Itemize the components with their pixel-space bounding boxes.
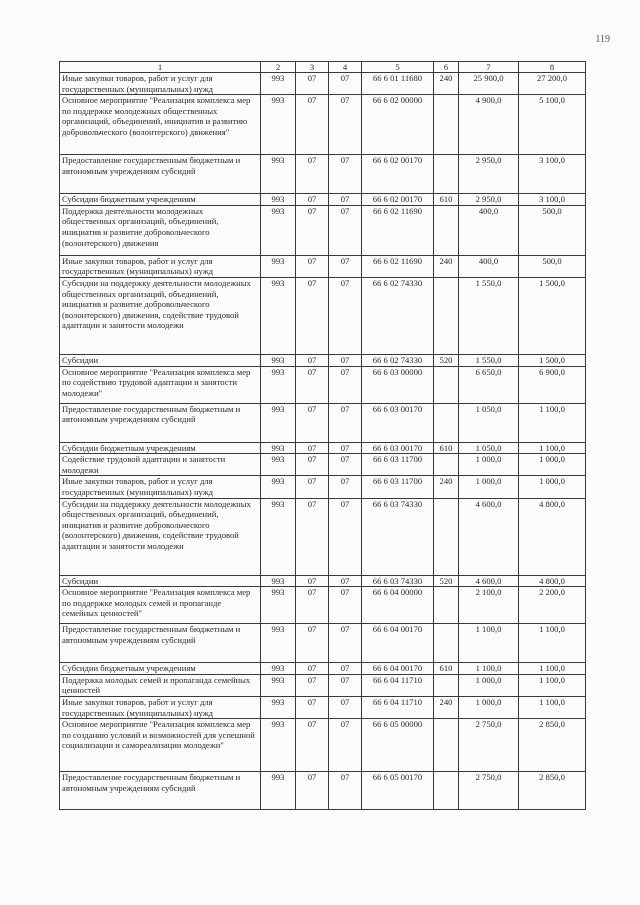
table-body: [60, 73, 586, 810]
cell-target-article: 66 6 04 11710: [362, 674, 434, 696]
cell-section-code: 07: [296, 575, 329, 587]
cell-amount-year1: 1 050,0: [459, 442, 519, 454]
cell-amount-year1: 2 950,0: [459, 194, 519, 206]
cell-row-name: Предоставление государственным бюджетным и автономным учреждениям субсидий: [60, 624, 261, 663]
cell-section-code: 07: [296, 73, 329, 95]
cell-amount-year1: 400,0: [459, 255, 519, 277]
cell-target-article: 66 6 02 11690: [362, 205, 434, 255]
cell-amount-year1: 1 000,0: [459, 476, 519, 498]
cell-amount-year1: 1 100,0: [459, 663, 519, 675]
cell-amount-year2: 4 800,0: [519, 498, 586, 575]
cell-section-code: 07: [296, 155, 329, 194]
cell-row-name: Субсидии бюджетным учреждениям: [60, 194, 261, 206]
table-row: [60, 277, 586, 354]
cell-amount-year2: 1 100,0: [519, 663, 586, 675]
table-row: [60, 575, 586, 587]
cell-amount-year2: 3 100,0: [519, 155, 586, 194]
cell-admin-code: 993: [261, 719, 296, 772]
cell-target-article: 66 6 03 74330: [362, 575, 434, 587]
cell-target-article: 66 6 03 11700: [362, 454, 434, 476]
table-row: [60, 155, 586, 194]
cell-row-name: Иные закупки товаров, работ и услуг для государственных (муниципальных) нужд: [60, 73, 261, 95]
cell-row-name: Предоставление государственным бюджетным и автономным учреждениям субсидий: [60, 155, 261, 194]
cell-amount-year1: 2 750,0: [459, 719, 519, 772]
cell-subsection-code: 07: [329, 575, 362, 587]
cell-section-code: 07: [296, 476, 329, 498]
cell-amount-year1: 4 600,0: [459, 575, 519, 587]
cell-target-article: 66 6 05 00000: [362, 719, 434, 772]
cell-amount-year1: 2 100,0: [459, 587, 519, 624]
cell-target-article: 66 6 01 11680: [362, 73, 434, 95]
table-header-row: [60, 62, 586, 73]
cell-subsection-code: 07: [329, 587, 362, 624]
cell-expense-type: 520: [434, 575, 459, 587]
cell-section-code: 07: [296, 674, 329, 696]
cell-admin-code: 993: [261, 255, 296, 277]
cell-expense-type: [434, 366, 459, 403]
table-row: [60, 403, 586, 442]
cell-row-name: Основное мероприятие "Реализация комплекса мер по поддержке молодых семей и пропаганде семейных ценностей": [60, 587, 261, 624]
cell-subsection-code: 07: [329, 277, 362, 354]
column-header-3: 3: [296, 62, 329, 73]
cell-target-article: 66 6 02 00170: [362, 155, 434, 194]
cell-amount-year1: 25 900,0: [459, 73, 519, 95]
cell-amount-year2: 1 100,0: [519, 624, 586, 663]
cell-expense-type: 240: [434, 696, 459, 718]
cell-expense-type: [434, 772, 459, 810]
cell-admin-code: 993: [261, 155, 296, 194]
table-row: [60, 255, 586, 277]
cell-amount-year2: 2 850,0: [519, 719, 586, 772]
cell-amount-year1: 2 950,0: [459, 155, 519, 194]
cell-row-name: Субсидии: [60, 575, 261, 587]
cell-expense-type: [434, 454, 459, 476]
cell-row-name: Субсидии на поддержку деятельности молодежных общественных организаций, объединений, инициатив и развитие добровольческого (волонтерского) движения, содействие трудовой адаптации и занятости молодежи: [60, 277, 261, 354]
cell-amount-year2: 1 500,0: [519, 277, 586, 354]
cell-row-name: Субсидии бюджетным учреждениям: [60, 442, 261, 454]
budget-table: [59, 61, 586, 810]
table-row: [60, 674, 586, 696]
cell-subsection-code: 07: [329, 442, 362, 454]
cell-amount-year2: 1 000,0: [519, 454, 586, 476]
cell-subsection-code: 07: [329, 255, 362, 277]
cell-row-name: Содействие трудовой адаптации и занятости молодежи: [60, 454, 261, 476]
table-row: [60, 194, 586, 206]
cell-expense-type: 240: [434, 73, 459, 95]
cell-section-code: 07: [296, 255, 329, 277]
cell-admin-code: 993: [261, 73, 296, 95]
cell-subsection-code: 07: [329, 624, 362, 663]
cell-amount-year1: 1 000,0: [459, 454, 519, 476]
cell-amount-year1: 4 900,0: [459, 95, 519, 155]
cell-amount-year2: 1 100,0: [519, 696, 586, 718]
column-header-4: 4: [329, 62, 362, 73]
cell-expense-type: 240: [434, 255, 459, 277]
cell-amount-year2: 6 900,0: [519, 366, 586, 403]
cell-subsection-code: 07: [329, 696, 362, 718]
cell-section-code: 07: [296, 194, 329, 206]
cell-row-name: Поддержка молодых семей и пропаганда семейных ценностей: [60, 674, 261, 696]
cell-amount-year2: 1 100,0: [519, 403, 586, 442]
cell-target-article: 66 6 05 00170: [362, 772, 434, 810]
cell-subsection-code: 07: [329, 719, 362, 772]
cell-admin-code: 993: [261, 366, 296, 403]
table-row: [60, 366, 586, 403]
cell-section-code: 07: [296, 587, 329, 624]
cell-subsection-code: 07: [329, 155, 362, 194]
cell-row-name: Поддержка деятельности молодежных общественных организаций, объединений, инициатив и развитие добровольческого (волонтерского) движения: [60, 205, 261, 255]
cell-subsection-code: 07: [329, 498, 362, 575]
cell-admin-code: 993: [261, 205, 296, 255]
cell-section-code: 07: [296, 403, 329, 442]
cell-amount-year1: 1 100,0: [459, 624, 519, 663]
cell-amount-year2: 5 100,0: [519, 95, 586, 155]
table-row: [60, 587, 586, 624]
cell-subsection-code: 07: [329, 403, 362, 442]
cell-expense-type: [434, 205, 459, 255]
cell-section-code: 07: [296, 498, 329, 575]
cell-row-name: Субсидии: [60, 354, 261, 366]
cell-row-name: Иные закупки товаров, работ и услуг для государственных (муниципальных) нужд: [60, 696, 261, 718]
cell-amount-year1: 1 050,0: [459, 403, 519, 442]
cell-admin-code: 993: [261, 696, 296, 718]
cell-target-article: 66 6 04 11710: [362, 696, 434, 718]
cell-section-code: 07: [296, 454, 329, 476]
cell-expense-type: [434, 155, 459, 194]
cell-section-code: 07: [296, 772, 329, 810]
cell-section-code: 07: [296, 696, 329, 718]
cell-admin-code: 993: [261, 403, 296, 442]
cell-row-name: Основное мероприятие "Реализация комплекса мер по созданию условий и возможностей для успешной социализации и самореализации молодежи": [60, 719, 261, 772]
table-row: [60, 476, 586, 498]
cell-target-article: 66 6 03 74330: [362, 498, 434, 575]
cell-amount-year1: 2 750,0: [459, 772, 519, 810]
cell-section-code: 07: [296, 663, 329, 675]
cell-expense-type: [434, 277, 459, 354]
cell-amount-year2: 1 000,0: [519, 476, 586, 498]
cell-amount-year1: 1 550,0: [459, 354, 519, 366]
cell-amount-year2: 1 100,0: [519, 442, 586, 454]
cell-section-code: 07: [296, 719, 329, 772]
cell-section-code: 07: [296, 366, 329, 403]
table-row: [60, 719, 586, 772]
cell-row-name: Субсидии на поддержку деятельности молодежных общественных организаций, объединений, инициатив и развитие добровольческого (волонтерского) движения, содействие трудовой адаптации и занятости молодежи: [60, 498, 261, 575]
cell-amount-year1: 1 000,0: [459, 674, 519, 696]
cell-expense-type: 610: [434, 194, 459, 206]
cell-subsection-code: 07: [329, 663, 362, 675]
cell-amount-year2: 500,0: [519, 255, 586, 277]
cell-admin-code: 993: [261, 575, 296, 587]
column-header-2: 2: [261, 62, 296, 73]
table-row: [60, 354, 586, 366]
cell-subsection-code: 07: [329, 95, 362, 155]
cell-section-code: 07: [296, 205, 329, 255]
cell-section-code: 07: [296, 277, 329, 354]
cell-admin-code: 993: [261, 454, 296, 476]
cell-admin-code: 993: [261, 587, 296, 624]
table-row: [60, 624, 586, 663]
cell-subsection-code: 07: [329, 205, 362, 255]
cell-expense-type: [434, 95, 459, 155]
cell-subsection-code: 07: [329, 73, 362, 95]
cell-amount-year2: 1 500,0: [519, 354, 586, 366]
cell-section-code: 07: [296, 354, 329, 366]
cell-admin-code: 993: [261, 624, 296, 663]
column-header-8: 8: [519, 62, 586, 73]
cell-admin-code: 993: [261, 663, 296, 675]
cell-amount-year1: 6 650,0: [459, 366, 519, 403]
cell-subsection-code: 07: [329, 674, 362, 696]
cell-expense-type: [434, 719, 459, 772]
cell-admin-code: 993: [261, 498, 296, 575]
cell-admin-code: 993: [261, 354, 296, 366]
cell-row-name: Иные закупки товаров, работ и услуг для государственных (муниципальных) нужд: [60, 255, 261, 277]
cell-admin-code: 993: [261, 95, 296, 155]
table-row: [60, 73, 586, 95]
cell-target-article: 66 6 02 74330: [362, 354, 434, 366]
table-row: [60, 205, 586, 255]
table-row: [60, 772, 586, 810]
cell-amount-year2: 27 200,0: [519, 73, 586, 95]
table-row: [60, 498, 586, 575]
cell-amount-year1: 1 000,0: [459, 696, 519, 718]
cell-target-article: 66 6 03 00000: [362, 366, 434, 403]
cell-subsection-code: 07: [329, 772, 362, 810]
cell-amount-year2: 500,0: [519, 205, 586, 255]
cell-expense-type: 610: [434, 663, 459, 675]
table-row: [60, 663, 586, 675]
cell-target-article: 66 6 04 00000: [362, 587, 434, 624]
cell-target-article: 66 6 02 00170: [362, 194, 434, 206]
cell-subsection-code: 07: [329, 366, 362, 403]
cell-admin-code: 993: [261, 194, 296, 206]
cell-target-article: 66 6 03 00170: [362, 442, 434, 454]
cell-target-article: 66 6 04 00170: [362, 624, 434, 663]
cell-expense-type: [434, 403, 459, 442]
cell-target-article: 66 6 03 00170: [362, 403, 434, 442]
cell-admin-code: 993: [261, 772, 296, 810]
cell-subsection-code: 07: [329, 454, 362, 476]
cell-expense-type: 610: [434, 442, 459, 454]
table-row: [60, 454, 586, 476]
cell-expense-type: [434, 624, 459, 663]
table-row: [60, 696, 586, 718]
cell-expense-type: [434, 587, 459, 624]
cell-amount-year1: 4 600,0: [459, 498, 519, 575]
cell-amount-year2: 3 100,0: [519, 194, 586, 206]
cell-admin-code: 993: [261, 476, 296, 498]
cell-target-article: 66 6 04 00170: [362, 663, 434, 675]
cell-admin-code: 993: [261, 674, 296, 696]
cell-row-name: Субсидии бюджетным учреждениям: [60, 663, 261, 675]
cell-subsection-code: 07: [329, 476, 362, 498]
cell-expense-type: [434, 498, 459, 575]
cell-row-name: Основное мероприятие "Реализация комплекса мер по содействию трудовой адаптации и занятости молодежи": [60, 366, 261, 403]
column-header-7: 7: [459, 62, 519, 73]
cell-amount-year2: 2 200,0: [519, 587, 586, 624]
cell-row-name: Предоставление государственным бюджетным и автономным учреждениям субсидий: [60, 403, 261, 442]
cell-expense-type: 240: [434, 476, 459, 498]
cell-amount-year1: 400,0: [459, 205, 519, 255]
cell-row-name: Предоставление государственным бюджетным и автономным учреждениям субсидий: [60, 772, 261, 810]
column-header-1: 1: [60, 62, 261, 73]
table-row: [60, 95, 586, 155]
cell-amount-year2: 2 850,0: [519, 772, 586, 810]
cell-expense-type: [434, 674, 459, 696]
cell-target-article: 66 6 02 00000: [362, 95, 434, 155]
page-number: 119: [595, 34, 610, 45]
cell-amount-year1: 1 550,0: [459, 277, 519, 354]
cell-amount-year2: 1 100,0: [519, 674, 586, 696]
cell-expense-type: 520: [434, 354, 459, 366]
column-header-6: 6: [434, 62, 459, 73]
column-header-5: 5: [362, 62, 434, 73]
cell-section-code: 07: [296, 95, 329, 155]
cell-target-article: 66 6 02 11690: [362, 255, 434, 277]
cell-section-code: 07: [296, 624, 329, 663]
cell-row-name: Основное мероприятие "Реализация комплекса мер по поддержке молодежных общественных организаций, объединений, инициатив и развитию добровольческого (волонтерского) движения": [60, 95, 261, 155]
cell-admin-code: 993: [261, 442, 296, 454]
cell-target-article: 66 6 03 11700: [362, 476, 434, 498]
cell-target-article: 66 6 02 74330: [362, 277, 434, 354]
cell-subsection-code: 07: [329, 194, 362, 206]
cell-amount-year2: 4 800,0: [519, 575, 586, 587]
cell-subsection-code: 07: [329, 354, 362, 366]
cell-admin-code: 993: [261, 277, 296, 354]
cell-row-name: Иные закупки товаров, работ и услуг для государственных (муниципальных) нужд: [60, 476, 261, 498]
table-row: [60, 442, 586, 454]
cell-section-code: 07: [296, 442, 329, 454]
